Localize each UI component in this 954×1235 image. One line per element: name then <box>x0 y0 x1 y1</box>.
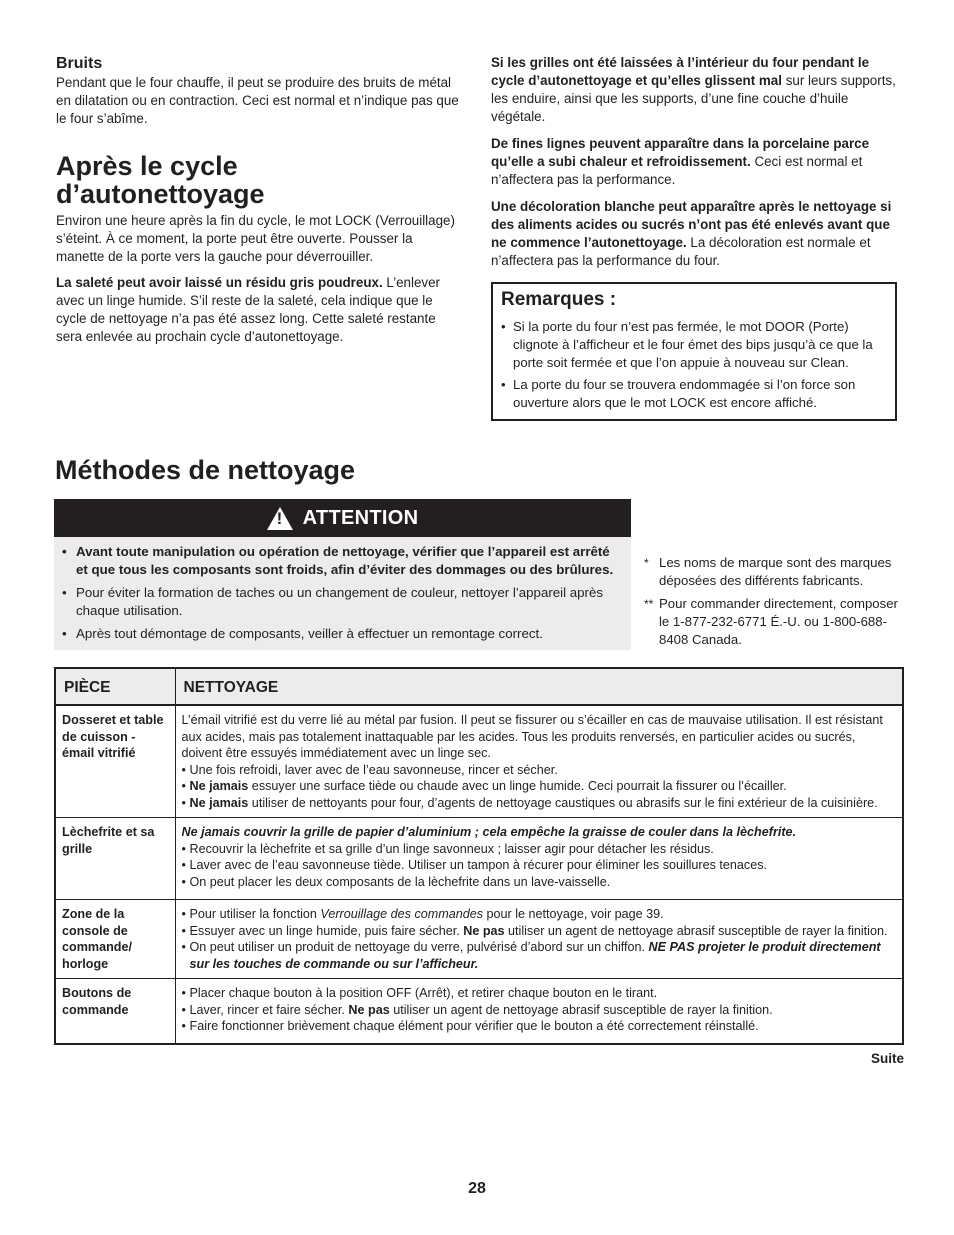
part-cell: Dosseret et table de cuisson - émail vitrifié <box>55 705 175 818</box>
grilles-bold: Si les grilles ont été laissées à l’intérieur du four pendant le cycle d’autonettoyage et qu’elles glissent mal <box>491 55 870 88</box>
column-header-piece: PIÈCE <box>55 668 175 705</box>
attention-box <box>54 499 631 650</box>
cell-bold: Ne pas <box>348 1002 390 1017</box>
cell-text: utiliser de nettoyants pour four, d’agents de nettoyage caustiques ou abrasifs sur le fini extérieur de la cuisinière. <box>248 795 878 810</box>
part-cell: Zone de la console de commande/ horloge <box>55 900 175 979</box>
attention-label: ATTENTION <box>302 506 419 529</box>
cell-text: On peut utiliser un produit de nettoyage du verre, pulvérisé d’abord sur un chiffon. <box>189 940 649 954</box>
cell-warning: Ne jamais couvrir la grille de papier d’aluminium ; cela empêche la graisse de couler dans la lèchefrite. <box>181 825 797 839</box>
footnote-mark: ** <box>644 597 654 611</box>
page-number: 28 <box>468 1180 486 1197</box>
table-header-row <box>55 668 903 705</box>
cell-bullet: • Recouvrir la lèchefrite et sa grille d’un linge savonneux ; laisser agir pour détacher les résidus. <box>182 841 899 858</box>
cleaning-cell <box>175 979 903 1045</box>
remarques-item: • Si la porte du four n’est pas fermée, le mot DOOR (Porte) clignote à l’afficheur et le four émet des bips jusqu’à ce que la porte soit fermée et que l’on appuie à nouveau sur Clean. <box>501 318 887 372</box>
lignes-rest: Ceci est normal et n’affectera pas la performance. <box>491 154 863 187</box>
cell-text: pour le nettoyage, voir page 39. <box>483 907 664 921</box>
cell-bullet <box>182 906 899 923</box>
apres-paragraph-1: Environ une heure après la fin du cycle, le mot LOCK (Verrouillage) s’éteint. À ce moment, la porte peut être ouverte. Pousser la manette de la porte vers la gauche pour déverrouiller. <box>56 213 455 264</box>
footnote-trademark <box>644 554 904 590</box>
lignes-bold: De fines lignes peuvent apparaître dans la porcelaine parce qu’elle a subi chaleur et refroidissement. <box>491 136 870 169</box>
attention-item: • Avant toute manipulation ou opération de nettoyage, vérifier que l’appareil est arrêté et que tous les composants sont froids, afin d’éviter des dommages ou des brûlures. <box>62 543 621 579</box>
cell-bold: Ne jamais <box>189 779 249 793</box>
attention-list <box>54 537 631 643</box>
table-row <box>55 705 903 818</box>
cell-bullet <box>182 1002 899 1019</box>
cell-bullet <box>182 923 899 940</box>
table-row <box>55 979 903 1045</box>
cell-bold-italic: NE PAS projeter le produit directement sur les touches de commande ou sur l’afficheur. <box>189 940 881 971</box>
attention-header <box>54 499 631 537</box>
warning-triangle-icon <box>267 507 293 530</box>
cell-bullet: • On peut placer les deux composants de la lèchefrite dans un lave-vaisselle. <box>182 874 899 891</box>
cell-bullet <box>182 939 899 972</box>
apres-heading-line2: d’autonettoyage <box>56 179 265 209</box>
right-column <box>491 54 901 279</box>
apres-heading <box>56 152 464 208</box>
part-cell: Boutons de commande <box>55 979 175 1045</box>
cell-bullet <box>182 795 899 812</box>
left-column <box>56 54 464 354</box>
cell-bullet: • Placer chaque bouton à la position OFF (Arrêt), et retirer chaque bouton en le tirant. <box>182 985 899 1002</box>
apres-heading-line1: Après le cycle <box>56 151 238 181</box>
attention-item: • Pour éviter la formation de taches ou un changement de couleur, nettoyer l’appareil après chaque utilisation. <box>62 584 621 620</box>
remarques-box <box>491 282 897 421</box>
cell-bullet: • Laver avec de l’eau savonneuse tiède. Utiliser un tampon à récurer pour éliminer les souillures tenaces. <box>182 857 899 874</box>
remarques-item: • La porte du four se trouvera endommagée si l’on force son ouverture alors que le mot LOCK est encore affiché. <box>501 376 887 412</box>
apres-paragraph-2 <box>56 274 464 346</box>
decoloration-rest: La décoloration est normale et n’affectera pas la performance du four. <box>491 235 871 268</box>
remarques-title: Remarques : <box>501 289 617 310</box>
cleaning-cell <box>175 705 903 818</box>
column-header-nettoyage: NETTOYAGE <box>175 668 903 705</box>
apres-paragraph-2-bold: La saleté peut avoir laissé un résidu gris poudreux. <box>56 275 383 290</box>
footnote-mark: * <box>644 556 649 570</box>
cleaning-cell <box>175 818 903 900</box>
cell-bullet: • Faire fonctionner brièvement chaque élément pour vérifier que le bouton a été correctement réinstallé. <box>182 1018 899 1035</box>
footnote-order <box>644 595 904 649</box>
warning-icon-glyph: ! <box>276 508 283 528</box>
cleaning-cell <box>175 900 903 979</box>
bruits-heading: Bruits <box>56 55 103 72</box>
lignes-paragraph <box>491 135 901 189</box>
cell-text: essuyer une surface tiède ou chaude avec un linge humide. Ceci pourrait la fissurer ou l’écailler. <box>248 779 787 793</box>
cell-text: utiliser un agent de nettoyage abrasif susceptible de rayer la finition. <box>504 923 888 938</box>
continued-label: Suite <box>870 1051 904 1066</box>
cell-text: L’émail vitrifié est du verre lié au métal par fusion. Il peut se fissurer ou s’écailler en cas de mauvaise utilisation. Il est résistant aux acides, mais pas totalement inattaquable par les acides. Tous les produits renversés, en particulier acides ou sucrés, doivent être essuyés immédiatement avec un linge sec. <box>181 713 883 760</box>
attention-item: • Après tout démontage de composants, veiller à effectuer un remontage correct. <box>62 625 621 643</box>
cell-text: utiliser un agent de nettoyage abrasif susceptible de rayer la finition. <box>389 1002 773 1017</box>
decoloration-bold: Une décoloration blanche peut apparaître après le nettoyage si des aliments acides ou sucrés n’ont pas été enlevés avant que ne commence l’autonettoyage. <box>491 199 892 250</box>
table-row <box>55 818 903 900</box>
cell-text: Pour utiliser la fonction <box>189 907 321 921</box>
footnotes <box>644 554 904 654</box>
decoloration-paragraph <box>491 198 901 270</box>
remarques-list <box>501 318 887 412</box>
table-row <box>55 900 903 979</box>
apres-paragraph-2-rest: L’enlever avec un linge humide. S’il reste de la saleté, cela indique que le cycle de nettoyage n’a pas été assez long. Cette saleté restante sera enlevée au prochain cycle d’autonettoyage. <box>56 275 441 344</box>
footnote-text: Les noms de marque sont des marques déposées des différents fabricants. <box>659 555 892 588</box>
cell-text: Laver, rincer et faire sécher. <box>189 1002 349 1017</box>
grilles-rest: sur leurs supports, les enduire, ainsi que les supports, d’une fine couche d’huile végétale. <box>491 73 896 124</box>
methodes-heading: Méthodes de nettoyage <box>55 455 356 485</box>
grilles-paragraph <box>491 54 901 126</box>
part-cell: Lèchefrite et sa grille <box>55 818 175 900</box>
bruits-text: Pendant que le four chauffe, il peut se produire des bruits de métal en dilatation ou en contraction. Ceci est normal et n’indique pas que le four s’abîme. <box>56 75 459 126</box>
cell-italic: Verrouillage des commandes <box>320 907 484 921</box>
cell-text: Essuyer avec un linge humide, puis faire sécher. <box>189 923 464 938</box>
cell-bold: Ne jamais <box>189 795 249 810</box>
cell-bold: Ne pas <box>463 923 505 938</box>
cell-bullet <box>182 778 899 795</box>
cell-bullet: • Une fois refroidi, laver avec de l’eau savonneuse, rincer et sécher. <box>182 762 899 779</box>
cleaning-table <box>54 667 904 1045</box>
footnote-text: Pour commander directement, composer le 1-877-232-6771 É.-U. ou 1-800-688-8408 Canada. <box>659 596 898 647</box>
